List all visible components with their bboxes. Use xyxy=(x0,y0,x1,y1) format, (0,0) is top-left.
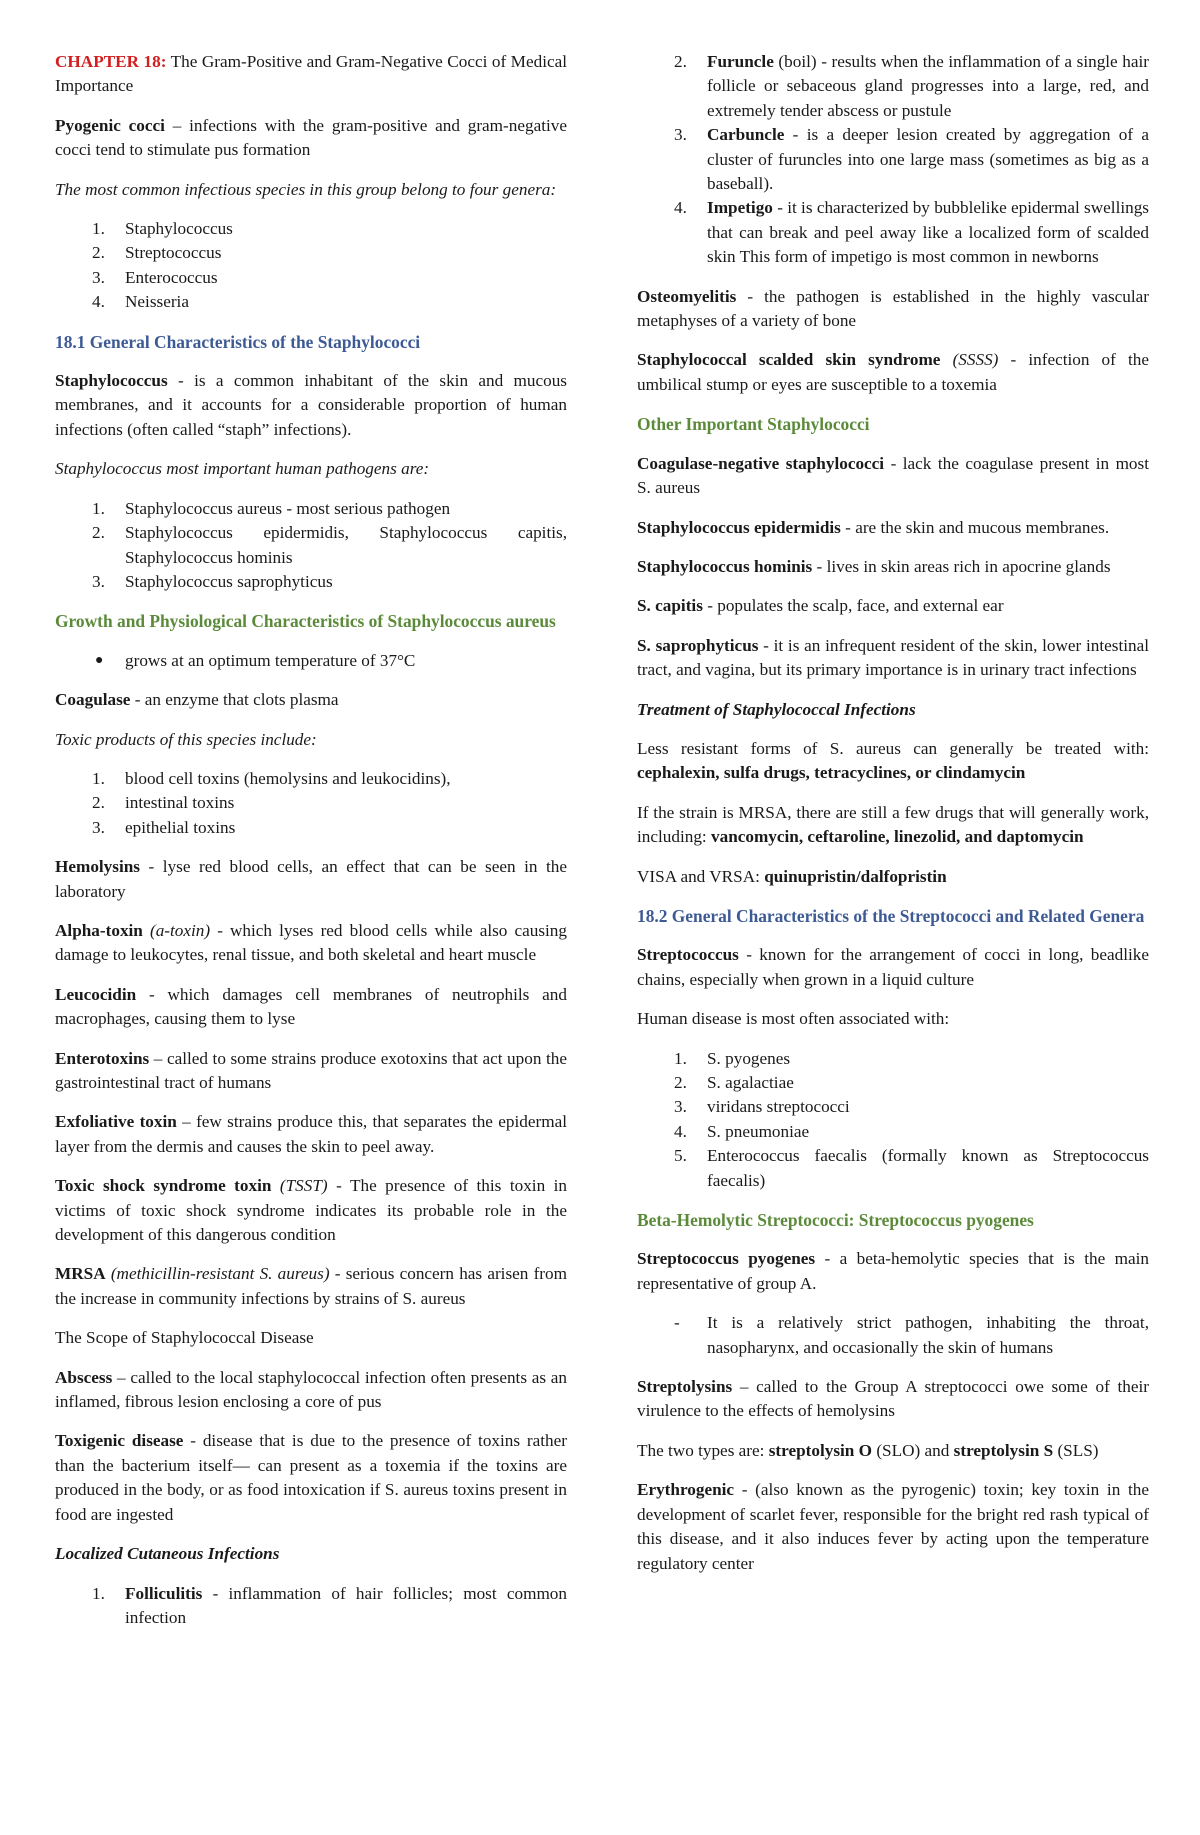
coagulase-def: - an enzyme that clots plasma xyxy=(130,690,339,710)
leucocidin-def: - which damages cell membranes of neutrophils and macrophages, causing them to lyse xyxy=(55,984,567,1029)
localized-heading-text: Localized Cutaneous Infections xyxy=(55,1544,280,1564)
scope-paragraph: The Scope of Staphylococcal Disease xyxy=(55,1328,314,1348)
mrsa-treatment-paragraph xyxy=(637,801,1149,850)
mrsa-treatment-text: If the strain is MRSA, there are still a few drugs that will generally work, including: xyxy=(637,802,1149,847)
list-item: 2. Streptococcus xyxy=(92,243,222,263)
treatment-heading xyxy=(637,698,1149,722)
list-item xyxy=(637,1311,1149,1360)
growth-bullet: grows at an optimum temperature of 37°C xyxy=(125,650,416,670)
species-5: Enterococcus faecalis (formally known as Streptococcus faecalis) xyxy=(707,1146,1149,1190)
sapro-term: S. saprophyticus xyxy=(637,635,759,655)
impetigo-term: Impetigo xyxy=(707,198,773,218)
right-column xyxy=(637,50,1149,1591)
species-1: S. pyogenes xyxy=(707,1048,791,1068)
pyogenes-dash-text: It is a relatively strict pathogen, inhabiting the throat, nasopharynx, and occasionally the skin of humans xyxy=(707,1313,1149,1357)
list-item: 2. S. agalactiae xyxy=(674,1073,794,1092)
genus-3: Enterococcus xyxy=(125,267,218,287)
list-item: 1. Staphylococcus aureus - most serious pathogen xyxy=(92,498,451,518)
abscess-def: – called to the local staphylococcal infection often presents as an inflamed, fibrous lesion enclosing a core of pus xyxy=(55,1367,567,1412)
tsst-paragraph xyxy=(55,1174,567,1247)
folliculitis-def: - inflammation of hair follicles; most common infection xyxy=(125,1583,567,1627)
tsst-term: Toxic shock syndrome toxin xyxy=(55,1176,272,1196)
carbuncle-term: Carbuncle xyxy=(707,125,785,145)
sls-abbr: (SLS) xyxy=(1053,1440,1099,1460)
erythrogenic-paragraph xyxy=(637,1478,1149,1576)
alpha-term: Alpha-toxin xyxy=(55,920,143,940)
streptococcus-paragraph xyxy=(637,943,1149,992)
hemolysins-def: - lyse red blood cells, an effect that can be seen in the laboratory xyxy=(55,857,567,901)
hominis-def: - lives in skin areas rich in apocrine glands xyxy=(812,556,1111,576)
toxigenic-paragraph xyxy=(55,1429,567,1527)
list-item: 3. Staphylococcus saprophyticus xyxy=(92,571,333,591)
list-item: 3. epithelial toxins xyxy=(92,817,236,837)
pyogenic-term: Pyogenic cocci xyxy=(55,115,165,135)
alpha-paren: (a-toxin) xyxy=(149,920,211,940)
toxic-products-list xyxy=(55,767,567,840)
list-item: 3. Enterococcus xyxy=(92,267,218,287)
abscess-term: Abscess xyxy=(55,1367,113,1387)
strep-def: - known for the arrangement of cocci in long, beadlike chains, especially when grown in a liquid culture xyxy=(637,945,1149,989)
staph-def: - is a common inhabitant of the skin and mucous membranes, and it accounts for a considerable proportion of human infections (often called “staph” infections). xyxy=(55,371,567,439)
exfoliative-paragraph xyxy=(55,1110,567,1159)
genus-1: Staphylococcus xyxy=(125,219,233,239)
visa-drug: quinupristin/dalfopristin xyxy=(764,866,947,886)
enterotoxins-paragraph xyxy=(55,1047,567,1096)
localized-heading xyxy=(55,1542,567,1566)
staph-pathogens-list xyxy=(55,497,567,595)
hemolysins-paragraph xyxy=(55,855,567,904)
epi-def: - are the skin and mucous membranes. xyxy=(840,517,1110,537)
epidermidis-paragraph xyxy=(637,516,1149,540)
section-heading-18-1: 18.1 General Characteristics of the Staphylococci xyxy=(55,331,421,352)
entero-term: Enterotoxins xyxy=(55,1048,150,1068)
epi-term: Staphylococcus epidermidis xyxy=(637,517,841,537)
other-staph-heading: Other Important Staphylococci xyxy=(637,414,870,435)
pathogen-2: Staphylococcus epidermidis, Staphylococcus capitis, Staphylococcus hominis xyxy=(125,523,567,567)
streptolysins-paragraph xyxy=(637,1375,1149,1424)
genus-4: Neisseria xyxy=(125,292,189,312)
ssss-paragraph xyxy=(637,348,1149,397)
coagulase-paragraph xyxy=(55,688,567,712)
toxic-product-3: epithelial toxins xyxy=(125,817,236,837)
section-heading-18-2: 18.2 General Characteristics of the Streptococci and Related Genera xyxy=(637,905,1145,926)
capitis-paragraph xyxy=(637,594,1149,618)
pyogenes-def: - a beta-hemolytic species that is the main representative of group A. xyxy=(637,1249,1149,1293)
erythro-def: - (also known as the pyrogenic) toxin; key toxin in the development of scarlet fever, responsible for the bright red rash typical of this disease, and it also induces fever by acting upon the temperature regulatory center xyxy=(637,1480,1149,1573)
species-3: viridans streptococci xyxy=(707,1097,850,1117)
slo-abbr: (SLO) and xyxy=(872,1440,954,1460)
ssss-paren: (SSSS) xyxy=(952,350,999,370)
hominis-term: Staphylococcus hominis xyxy=(637,556,813,576)
chapter-title: The Gram-Positive and Gram-Negative Cocci of Medical Importance xyxy=(55,52,567,96)
leucocidin-term: Leucocidin xyxy=(55,984,137,1004)
strep-term: Streptococcus xyxy=(637,945,739,965)
visa-text: VISA and VRSA: xyxy=(637,866,765,886)
abscess-paragraph xyxy=(55,1366,567,1415)
cns-def: - lack the coagulase present in most S. aureus xyxy=(637,453,1149,498)
hominis-paragraph xyxy=(637,555,1149,579)
toxic-intro xyxy=(55,728,567,752)
genera-intro-text: The most common infectious species in this group belong to four genera: xyxy=(55,179,557,199)
two-types-paragraph xyxy=(637,1439,1149,1463)
exfol-term: Exfoliative toxin xyxy=(55,1112,177,1132)
mrsa-def: - serious concern has arisen from the increase in community infections by strains of S. aureus xyxy=(55,1264,567,1308)
streptolysins-def: – called to the Group A streptococci owe some of their virulence to the effects of hemolysins xyxy=(637,1377,1149,1421)
genera-intro xyxy=(55,178,567,202)
mrsa-paragraph xyxy=(55,1262,567,1311)
staph-pathogens-intro-text: Staphylococcus most important human pathogens are: xyxy=(55,459,430,479)
pyogenes-term: Streptococcus pyogenes xyxy=(637,1249,816,1269)
entero-def: – called to some strains produce exotoxins that act upon the gastrointestinal tract of humans xyxy=(55,1048,567,1092)
leucocidin-paragraph xyxy=(55,983,567,1032)
list-item: 1. blood cell toxins (hemolysins and leukocidins), xyxy=(92,768,451,788)
list-item: 5. Enterococcus faecalis (formally known as Streptococcus faecalis) xyxy=(674,1146,1149,1190)
osteo-def: - the pathogen is established in the highly vascular metaphyses of a variety of bone xyxy=(637,286,1149,331)
two-types-text: The two types are: xyxy=(637,1440,769,1460)
human-disease-intro: Human disease is most often associated with: xyxy=(637,1009,950,1029)
pyogenes-dash-list xyxy=(637,1311,1149,1360)
capitis-def: - populates the scalp, face, and external ear xyxy=(702,596,1004,616)
slo-term: streptolysin O xyxy=(768,1440,873,1460)
coagulase-term: Coagulase xyxy=(55,690,131,710)
chapter-label: CHAPTER 18: xyxy=(55,52,167,71)
mrsa-term: MRSA xyxy=(55,1264,106,1284)
list-item: 1. S. pyogenes xyxy=(674,1048,791,1068)
toxigenic-def: - disease that is due to the presence of toxins rather than the bacterium itself— can present as a toxemia if the toxins are produced in the body, or as food intoxication if S. aureus toxins present in food are ingested xyxy=(55,1431,567,1524)
visa-paragraph xyxy=(637,865,1149,889)
carbuncle-def: - is a deeper lesion created by aggregation of a cluster of furuncles into one large mass (sometimes as big as a baseball). xyxy=(707,125,1149,194)
treatment-heading-text: Treatment of Staphylococcal Infections xyxy=(637,699,916,719)
toxic-intro-text: Toxic products of this species include: xyxy=(55,729,317,749)
list-item: 1. Staphylococcus xyxy=(92,219,233,239)
saprophyticus-paragraph xyxy=(637,634,1149,683)
list-item: 3. Carbuncle - is a deeper lesion created by aggregation of a cluster of furuncles into one large mass (sometimes as big as a baseball). xyxy=(674,125,1149,194)
mrsa-drugs: vancomycin, ceftaroline, linezolid, and daptomycin xyxy=(711,827,1084,847)
pathogen-3: Staphylococcus saprophyticus xyxy=(125,571,333,591)
pyogenic-def: – infections with the gram-positive and gram-negative cocci tend to stimulate pus formation xyxy=(55,115,567,160)
tsst-def: - The presence of this toxin in victims of toxic shock syndrome indicates its probable role in the development of this dangerous condition xyxy=(55,1176,567,1245)
cns-term: Coagulase-negative staphylococci xyxy=(637,453,885,473)
species-4: S. pneumoniae xyxy=(707,1121,810,1141)
impetigo-def: - it is characterized by bubblelike epidermal swellings that can break and peel away like a localized form of scalded skin This form of impetigo is most common in newborns xyxy=(707,198,1149,267)
dash-marker: - xyxy=(674,1313,680,1333)
furuncle-def: (boil) - results when the inflammation of a single hair follicle or sebaceous gland progresses into a large, red, and extremely tender abscess or pustule xyxy=(707,52,1149,120)
pyogenes-paragraph xyxy=(637,1247,1149,1296)
less-resistant-drugs: cephalexin, sulfa drugs, tetracyclines, or clindamycin xyxy=(637,763,1026,783)
tsst-paren: (TSST) xyxy=(279,1176,328,1196)
growth-bullet-list xyxy=(55,649,567,673)
species-2: S. agalactiae xyxy=(707,1073,794,1092)
list-item: 1. Folliculitis - inflammation of hair follicles; most common infection xyxy=(92,1583,567,1627)
left-column xyxy=(55,50,567,1645)
exfol-def: – few strains produce this, that separates the epidermal layer from the dermis and causes the skin to peel away. xyxy=(55,1112,567,1156)
streptolysins-term: Streptolysins xyxy=(637,1377,733,1397)
less-resistant-paragraph xyxy=(637,737,1149,786)
list-item: 3. viridans streptococci xyxy=(674,1097,850,1117)
osteomyelitis-paragraph xyxy=(637,285,1149,334)
ssss-term: Staphylococcal scalded skin syndrome xyxy=(637,350,941,370)
genera-list xyxy=(55,217,567,315)
list-item: 4. Neisseria xyxy=(92,292,189,312)
sls-term: streptolysin S xyxy=(953,1440,1054,1460)
toxic-product-2: intestinal toxins xyxy=(125,793,235,813)
pyogenic-cocci-paragraph xyxy=(55,114,567,163)
cns-paragraph xyxy=(637,452,1149,501)
list-item: 2. Staphylococcus epidermidis, Staphylococcus capitis, Staphylococcus hominis xyxy=(92,523,567,567)
folliculitis-term: Folliculitis xyxy=(125,1583,203,1603)
list-item xyxy=(55,649,567,673)
toxic-product-1: blood cell toxins (hemolysins and leukocidins), xyxy=(125,768,451,788)
staph-pathogens-intro xyxy=(55,457,567,481)
staphylococcus-paragraph xyxy=(55,369,567,442)
localized-list-left xyxy=(55,1582,567,1631)
beta-hemolytic-heading: Beta-Hemolytic Streptococci: Streptococcus pyogenes xyxy=(637,1210,1034,1231)
localized-list-right xyxy=(637,50,1149,270)
strep-species-list xyxy=(637,1047,1149,1193)
sapro-def: - it is an infrequent resident of the skin, lower intestinal tract, and vagina, but its primary importance is in urinary tract infections xyxy=(637,635,1149,680)
osteo-term: Osteomyelitis xyxy=(637,286,737,306)
erythro-term: Erythrogenic xyxy=(637,1480,735,1500)
alpha-def: - which lyses red blood cells while also causing damage to leukocytes, renal tissue, and both skeletal and heart muscle xyxy=(55,920,567,965)
pathogen-1: Staphylococcus aureus - most serious pathogen xyxy=(125,498,451,518)
list-item: 4. S. pneumoniae xyxy=(674,1121,810,1141)
mrsa-paren: (methicillin-resistant S. aureus) xyxy=(110,1264,330,1284)
capitis-term: S. capitis xyxy=(637,596,703,616)
list-item: 4. Impetigo - it is characterized by bubblelike epidermal swellings that can break and peel away like a localized form of scalded skin This form of impetigo is most common in newborns xyxy=(674,198,1149,267)
growth-heading: Growth and Physiological Characteristics of Staphylococcus aureus xyxy=(55,611,556,632)
less-resistant-text: Less resistant forms of S. aureus can generally be treated with: xyxy=(637,738,1149,758)
furuncle-term: Furuncle xyxy=(707,52,774,71)
list-item: 2. Furuncle (boil) - results when the inflammation of a single hair follicle or sebaceous gland progresses into a large, red, and extremely tender abscess or pustule xyxy=(674,52,1149,120)
list-item: 2. intestinal toxins xyxy=(92,793,235,813)
genus-2: Streptococcus xyxy=(125,243,222,263)
ssss-def: - infection of the umbilical stump or eyes are susceptible to a toxemia xyxy=(637,350,1149,394)
alpha-toxin-paragraph xyxy=(55,919,567,968)
toxigenic-term: Toxigenic disease xyxy=(55,1431,184,1451)
staph-term: Staphylococcus xyxy=(55,371,168,391)
bullet-icon: ● xyxy=(95,652,104,668)
hemolysins-term: Hemolysins xyxy=(55,857,140,877)
chapter-title-paragraph xyxy=(55,50,567,99)
